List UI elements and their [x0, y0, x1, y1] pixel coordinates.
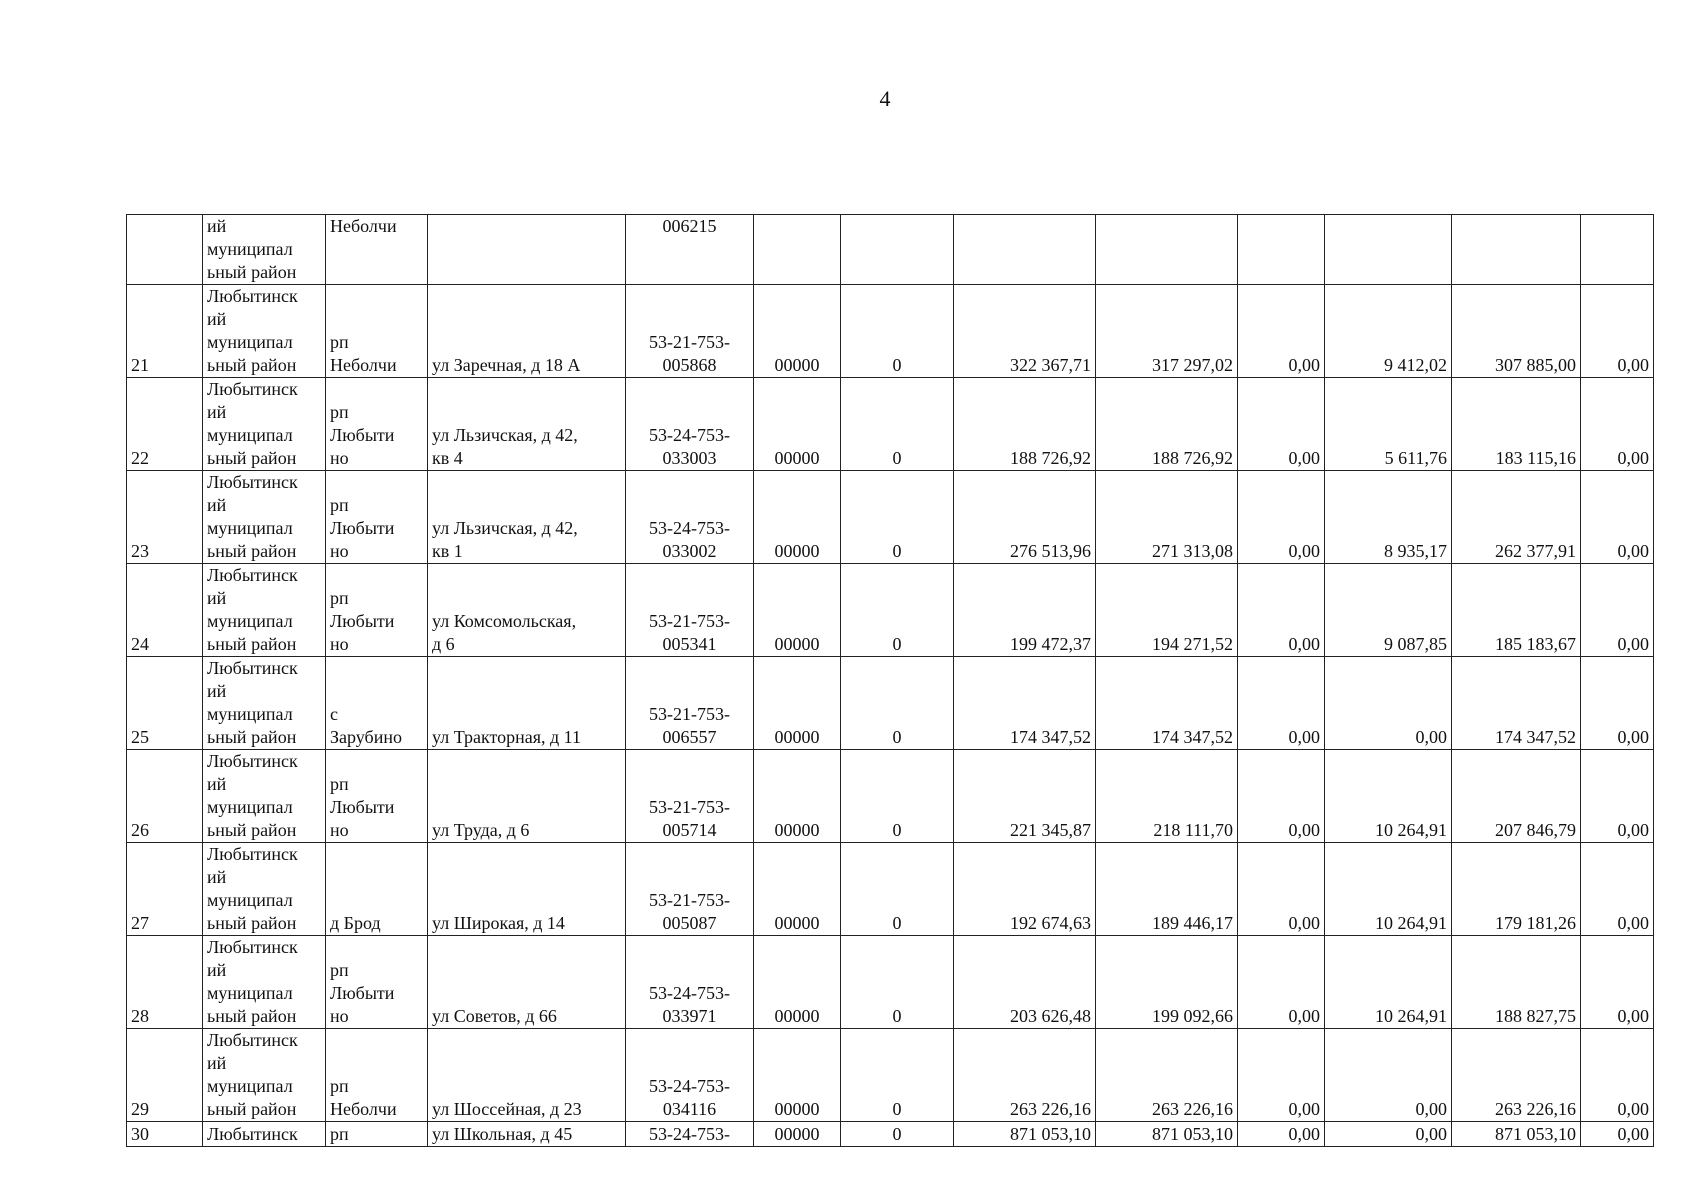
cell-value-5 [1452, 215, 1581, 285]
cell-address: ул Советов, д 66 [428, 936, 626, 1029]
table-row [127, 1122, 1654, 1147]
cell-cadastral: 53-21-753- 005087 [626, 843, 754, 936]
cell-cadastral: 53-21-753- 006557 [626, 657, 754, 750]
table-row [127, 471, 1654, 564]
cell-index: 23 [127, 471, 203, 564]
cell-code: 00000 [754, 564, 841, 657]
cell-index: 21 [127, 285, 203, 378]
cell-value-4: 8 935,17 [1325, 471, 1452, 564]
cell-flag: 0 [841, 471, 954, 564]
cell-value-5: 307 885,00 [1452, 285, 1581, 378]
cell-value-4: 0,00 [1325, 657, 1452, 750]
cell-flag: 0 [841, 843, 954, 936]
cell-locality: Неболчи [326, 215, 428, 285]
cell-value-6: 0,00 [1581, 378, 1654, 471]
cell-value-2: 218 111,70 [1096, 750, 1238, 843]
cell-value-2: 189 446,17 [1096, 843, 1238, 936]
table-row [127, 750, 1654, 843]
cell-index: 24 [127, 564, 203, 657]
table-row [127, 215, 1654, 285]
cell-address: ул Заречная, д 18 А [428, 285, 626, 378]
cell-value-6: 0,00 [1581, 564, 1654, 657]
cell-code: 00000 [754, 471, 841, 564]
cell-cadastral: 53-21-753- 005341 [626, 564, 754, 657]
cell-index: 26 [127, 750, 203, 843]
cell-district: Любытинск ий муниципал ьный район [203, 843, 326, 936]
cell-value-1 [954, 215, 1096, 285]
cell-value-3: 0,00 [1238, 936, 1325, 1029]
cell-index: 30 [127, 1122, 203, 1147]
cell-value-2: 194 271,52 [1096, 564, 1238, 657]
cell-district: Любытинск ий муниципал ьный район [203, 936, 326, 1029]
cell-code: 00000 [754, 1029, 841, 1122]
cell-locality: рп Любыти но [326, 378, 428, 471]
cell-value-3: 0,00 [1238, 843, 1325, 936]
cell-value-5: 871 053,10 [1452, 1122, 1581, 1147]
cell-address: ул Школьная, д 45 [428, 1122, 626, 1147]
cell-value-4: 5 611,76 [1325, 378, 1452, 471]
cell-district: Любытинск ий муниципал ьный район [203, 378, 326, 471]
cell-cadastral: 006215 [626, 215, 754, 285]
cell-district: Любытинск ий муниципал ьный район [203, 657, 326, 750]
cell-value-3: 0,00 [1238, 1122, 1325, 1147]
cell-value-6: 0,00 [1581, 750, 1654, 843]
cell-value-2: 174 347,52 [1096, 657, 1238, 750]
cell-cadastral: 53-24-753- 033002 [626, 471, 754, 564]
cell-value-1: 188 726,92 [954, 378, 1096, 471]
table-row [127, 285, 1654, 378]
cell-value-3: 0,00 [1238, 1029, 1325, 1122]
cell-value-5: 183 115,16 [1452, 378, 1581, 471]
cell-locality: рп Любыти но [326, 564, 428, 657]
cell-value-3: 0,00 [1238, 657, 1325, 750]
cell-value-4: 10 264,91 [1325, 750, 1452, 843]
cell-district: ий муниципал ьный район [203, 215, 326, 285]
cell-value-4: 10 264,91 [1325, 936, 1452, 1029]
cell-value-5: 188 827,75 [1452, 936, 1581, 1029]
cell-value-6: 0,00 [1581, 657, 1654, 750]
cell-value-4: 0,00 [1325, 1029, 1452, 1122]
cell-value-5: 174 347,52 [1452, 657, 1581, 750]
cell-value-5: 185 183,67 [1452, 564, 1581, 657]
cell-value-4: 10 264,91 [1325, 843, 1452, 936]
cell-value-4: 0,00 [1325, 1122, 1452, 1147]
cell-address: ул Труда, д 6 [428, 750, 626, 843]
cell-value-5: 263 226,16 [1452, 1029, 1581, 1122]
cell-locality: рп Любыти но [326, 750, 428, 843]
cell-value-1: 871 053,10 [954, 1122, 1096, 1147]
cell-flag: 0 [841, 936, 954, 1029]
cell-cadastral: 53-24-753- [626, 1122, 754, 1147]
cell-flag: 0 [841, 564, 954, 657]
cell-locality: рп Любыти но [326, 471, 428, 564]
cell-address [428, 215, 626, 285]
cell-flag [841, 215, 954, 285]
cell-flag: 0 [841, 285, 954, 378]
cell-locality: рп [326, 1122, 428, 1147]
cell-index: 27 [127, 843, 203, 936]
cell-value-3: 0,00 [1238, 471, 1325, 564]
cell-value-1: 322 367,71 [954, 285, 1096, 378]
cell-value-1: 221 345,87 [954, 750, 1096, 843]
cell-value-6: 0,00 [1581, 285, 1654, 378]
cell-address: ул Льзичская, д 42, кв 4 [428, 378, 626, 471]
cell-value-1: 203 626,48 [954, 936, 1096, 1029]
cell-flag: 0 [841, 750, 954, 843]
cell-locality: с Зарубино [326, 657, 428, 750]
cell-district: Любытинск ий муниципал ьный район [203, 564, 326, 657]
cell-district: Любытинск [203, 1122, 326, 1147]
cell-value-6: 0,00 [1581, 471, 1654, 564]
cell-value-5: 207 846,79 [1452, 750, 1581, 843]
cell-value-2: 317 297,02 [1096, 285, 1238, 378]
cell-value-5: 179 181,26 [1452, 843, 1581, 936]
table-row [127, 843, 1654, 936]
cell-code: 00000 [754, 1122, 841, 1147]
registry-table [126, 214, 1654, 1147]
cell-address: ул Льзичская, д 42, кв 1 [428, 471, 626, 564]
cell-locality: рп Неболчи [326, 1029, 428, 1122]
cell-value-2 [1096, 215, 1238, 285]
cell-code: 00000 [754, 843, 841, 936]
cell-index: 28 [127, 936, 203, 1029]
table-row [127, 378, 1654, 471]
cell-value-6: 0,00 [1581, 1029, 1654, 1122]
cell-value-1: 263 226,16 [954, 1029, 1096, 1122]
cell-value-6 [1581, 215, 1654, 285]
cell-value-1: 174 347,52 [954, 657, 1096, 750]
cell-value-6: 0,00 [1581, 936, 1654, 1029]
cell-cadastral: 53-24-753- 033003 [626, 378, 754, 471]
cell-value-1: 276 513,96 [954, 471, 1096, 564]
page-number: 4 [879, 86, 891, 111]
cell-value-3: 0,00 [1238, 750, 1325, 843]
cell-value-6: 0,00 [1581, 1122, 1654, 1147]
cell-locality: д Брод [326, 843, 428, 936]
cell-locality: рп Любыти но [326, 936, 428, 1029]
cell-value-3 [1238, 215, 1325, 285]
cell-cadastral: 53-21-753- 005714 [626, 750, 754, 843]
cell-value-3: 0,00 [1238, 285, 1325, 378]
cell-code: 00000 [754, 750, 841, 843]
cell-value-2: 271 313,08 [1096, 471, 1238, 564]
cell-value-3: 0,00 [1238, 378, 1325, 471]
cell-cadastral: 53-24-753- 033971 [626, 936, 754, 1029]
cell-value-4: 9 412,02 [1325, 285, 1452, 378]
cell-code [754, 215, 841, 285]
cell-index [127, 215, 203, 285]
table-row [127, 1029, 1654, 1122]
cell-value-5: 262 377,91 [1452, 471, 1581, 564]
cell-district: Любытинск ий муниципал ьный район [203, 285, 326, 378]
cell-flag: 0 [841, 1029, 954, 1122]
cell-code: 00000 [754, 936, 841, 1029]
cell-address: ул Тракторная, д 11 [428, 657, 626, 750]
cell-code: 00000 [754, 378, 841, 471]
cell-locality: рп Неболчи [326, 285, 428, 378]
cell-value-1: 192 674,63 [954, 843, 1096, 936]
table-row [127, 564, 1654, 657]
cell-value-3: 0,00 [1238, 564, 1325, 657]
cell-value-2: 263 226,16 [1096, 1029, 1238, 1122]
cell-index: 22 [127, 378, 203, 471]
cell-cadastral: 53-24-753- 034116 [626, 1029, 754, 1122]
table-row [127, 936, 1654, 1029]
cell-value-2: 188 726,92 [1096, 378, 1238, 471]
cell-index: 29 [127, 1029, 203, 1122]
table-row [127, 657, 1654, 750]
cell-address: ул Шоссейная, д 23 [428, 1029, 626, 1122]
cell-flag: 0 [841, 378, 954, 471]
cell-value-1: 199 472,37 [954, 564, 1096, 657]
cell-address: ул Комсомольская, д 6 [428, 564, 626, 657]
cell-cadastral: 53-21-753- 005868 [626, 285, 754, 378]
cell-code: 00000 [754, 285, 841, 378]
cell-flag: 0 [841, 1122, 954, 1147]
cell-address: ул Широкая, д 14 [428, 843, 626, 936]
cell-flag: 0 [841, 657, 954, 750]
cell-district: Любытинск ий муниципал ьный район [203, 471, 326, 564]
cell-value-4: 9 087,85 [1325, 564, 1452, 657]
cell-district: Любытинск ий муниципал ьный район [203, 750, 326, 843]
cell-value-2: 199 092,66 [1096, 936, 1238, 1029]
cell-value-4 [1325, 215, 1452, 285]
cell-value-2: 871 053,10 [1096, 1122, 1238, 1147]
cell-district: Любытинск ий муниципал ьный район [203, 1029, 326, 1122]
cell-index: 25 [127, 657, 203, 750]
cell-code: 00000 [754, 657, 841, 750]
cell-value-6: 0,00 [1581, 843, 1654, 936]
